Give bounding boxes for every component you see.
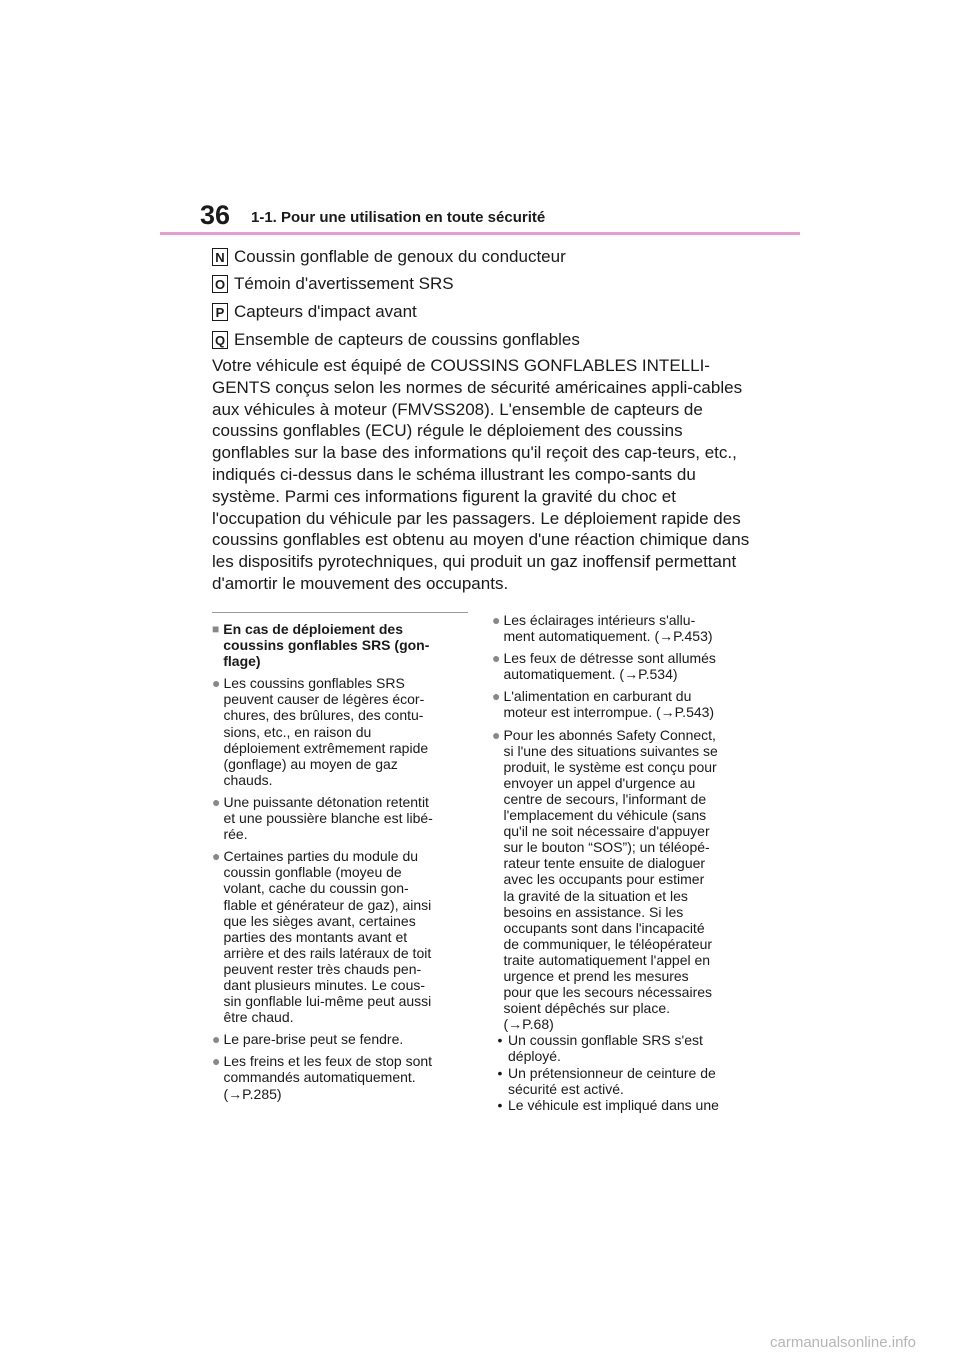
legend-key: Q bbox=[212, 331, 228, 349]
intro-paragraph: Votre véhicule est équipé de COUSSINS GONFLABLES INTELLI-GENTS conçus selon les normes de sécurité américaines appli-cables aux véhicules à moteur (FMVSS208). L'ensemble de capteurs de coussins gonflables (ECU) régule le déploiement des coussins gonflables sur la base des informations qu'il reçoit des cap-teurs, etc., indiqués ci-dessus dans le schéma illustrant les compo-sants du système. Parmi ces informations figurent la gravité du choc et l'occupation du véhicule par les passagers. Le déploiement rapide des coussins gonflables est obtenu au moyen d'une réaction chimique dans les dispositifs pyrotechniques, qui produit un gaz inoffensif permettant d'amortir le mouvement des occupants. bbox=[212, 356, 750, 593]
list-item bbox=[212, 848, 468, 1025]
sub-list-item-text: Un coussin gonflable SRS s'est déployé. bbox=[508, 1032, 703, 1065]
left-column bbox=[212, 612, 468, 1108]
legend-label: Témoin d'avertissement SRS bbox=[234, 274, 454, 293]
list-item-text: Les coussins gonflables SRS peuvent causer de légères écor- chures, des brûlures, des contu- sions, etc., en raison du déploiement extrêmement rapide (gonflage) au moyen de gaz chauds. bbox=[223, 675, 429, 788]
watermark: carmanualsonline.info bbox=[770, 1334, 916, 1351]
list-item bbox=[492, 612, 748, 644]
list-item-text: Le pare-brise peut se fendre. bbox=[223, 1031, 404, 1048]
legend-key: P bbox=[212, 303, 228, 321]
legend-item-o bbox=[212, 274, 772, 294]
page-number: 36 bbox=[200, 200, 231, 230]
section-heading bbox=[212, 621, 468, 669]
sub-list-item-text: Le véhicule est impliqué dans une bbox=[508, 1096, 719, 1113]
legend-label: Ensemble de capteurs de coussins gonflables bbox=[234, 330, 580, 349]
list-item-text: Les éclairages intérieurs s'allu- ment automatiquement. (→P.453) bbox=[503, 612, 713, 645]
section-divider bbox=[212, 612, 468, 613]
list-item-text: Pour les abonnés Safety Connect, si l'une des situations suivantes se produit, le système est conçu pour envoyer un appel d'urgence au centre de secours, l'informant de l'emplacement du véhicule (sans qu'il ne soit nécessaire d'appuyer sur le bouton “SOS”); un téléopé- rateur tente ensuite de dialoguer avec les occupants pour estimer la gravité de la situation et les besoins en assistance. Si les occupants sont dans l'incapacité de communiquer, le téléopérateur traite automatiquement l'appel en urgence et prend les mesures pour que les secours nécessaires soient dépêchés sur place. (→P.68) bbox=[503, 726, 718, 1033]
legend-item-q bbox=[212, 330, 772, 350]
right-column bbox=[492, 612, 748, 1113]
sub-list-item-text: Un prétensionneur de ceinture de sécurité est activé. bbox=[508, 1064, 716, 1097]
list-item bbox=[212, 1053, 468, 1101]
sub-list-item bbox=[492, 1097, 748, 1113]
bullet-dot-icon: ● bbox=[492, 612, 501, 628]
sub-bullet-icon: • bbox=[497, 1096, 503, 1113]
legend-key: N bbox=[212, 248, 228, 266]
legend-label: Capteurs d'impact avant bbox=[234, 302, 417, 321]
list-item-text: Certaines parties du module du coussin gonflable (moyeu de volant, cache du coussin gon- flable et générateur de gaz), ainsi que les sièges avant, certaines parties des montants avant et arrière et des rails latéraux de toit peuvent rester très chauds pen- dant plusieurs minutes. Le cous- sin gonflable lui-même peut aussi être chaud. bbox=[223, 848, 432, 1026]
sub-list-item bbox=[492, 1032, 748, 1064]
bullet-dot-icon: ● bbox=[212, 1031, 221, 1048]
header-rule bbox=[160, 232, 800, 235]
legend-item-p bbox=[212, 302, 772, 322]
bullet-dot-icon: ● bbox=[212, 848, 221, 865]
sub-bullet-icon: • bbox=[497, 1064, 503, 1081]
sub-bullet-icon: • bbox=[497, 1032, 503, 1049]
list-item-text: Une puissante détonation retentit et une poussière blanche est libé- rée. bbox=[223, 793, 433, 843]
legend-item-n bbox=[212, 247, 772, 267]
section-heading-text: En cas de déploiement des coussins gonflables SRS (gon- flage) bbox=[223, 621, 430, 670]
bullet-dot-icon: ● bbox=[492, 726, 501, 743]
list-item-text: Les feux de détresse sont allumés automatiquement. (→P.534) bbox=[503, 650, 716, 683]
bullet-dot-icon: ● bbox=[212, 1053, 221, 1070]
heading-square-icon: ■ bbox=[212, 622, 220, 636]
list-item bbox=[212, 1031, 468, 1047]
legend-label: Coussin gonflable de genoux du conducteur bbox=[234, 247, 566, 266]
bullet-dot-icon: ● bbox=[212, 793, 221, 810]
bullet-dot-icon: ● bbox=[492, 650, 501, 667]
list-item bbox=[492, 650, 748, 682]
bullet-dot-icon: ● bbox=[212, 675, 221, 692]
list-item bbox=[492, 688, 748, 720]
legend-key: O bbox=[212, 275, 228, 293]
list-item bbox=[212, 794, 468, 842]
chapter-title: 1-1. Pour une utilisation en toute sécurité bbox=[251, 209, 546, 226]
list-item bbox=[212, 675, 468, 788]
list-item-text: Les freins et les feux de stop sont commandés automatiquement. (→P.285) bbox=[223, 1053, 433, 1102]
list-item bbox=[492, 727, 748, 1033]
list-item-text: L'alimentation en carburant du moteur est interrompue. (→P.543) bbox=[503, 688, 715, 721]
bullet-dot-icon: ● bbox=[492, 688, 501, 705]
sub-list-item bbox=[492, 1065, 748, 1097]
